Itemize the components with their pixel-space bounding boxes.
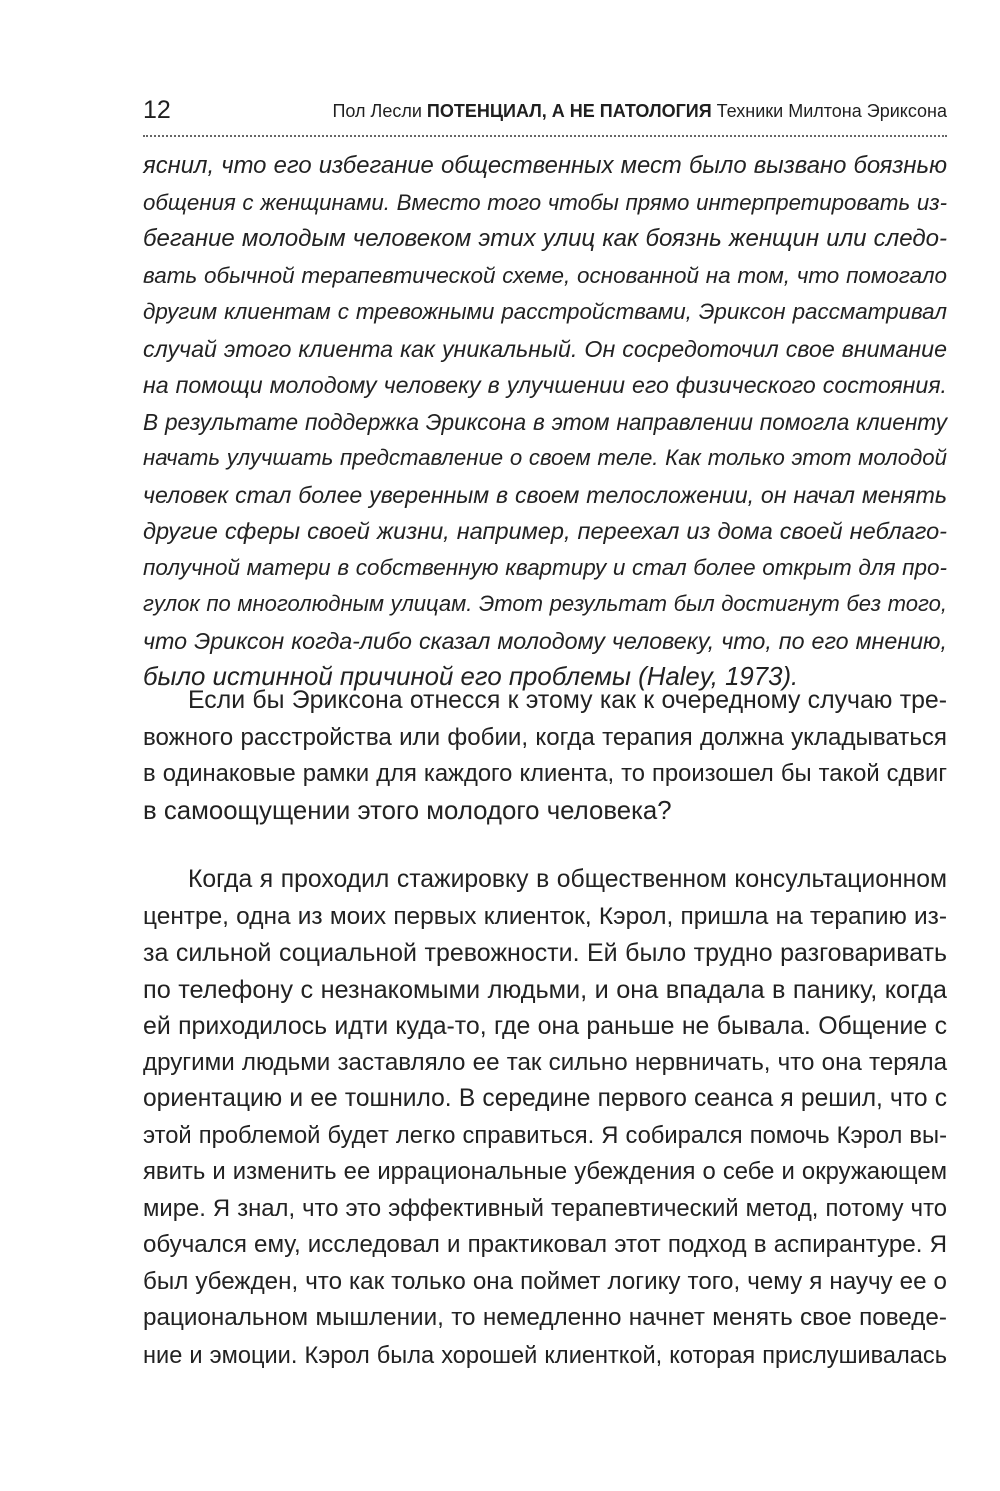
paragraph-line: на помощи молодому человеку в улучшении его физического состояния. — [143, 372, 947, 398]
paragraph-line: Если бы Эриксона отнесся к этому как к очередному случаю тре- — [188, 687, 947, 714]
paragraph-line: в одинаковые рамки для каждого клиента, то произошел бы такой сдвиг — [143, 760, 947, 787]
paragraph-line: был убежден, что как только она поймет логику того, чему я научу ее о — [143, 1267, 947, 1295]
paragraph-line: этой проблемой будет легко справиться. Я собирался помочь Кэрол вы- — [143, 1121, 947, 1149]
paragraph-line: другие сферы своей жизни, например, переехал из дома своей неблаго- — [143, 518, 947, 544]
paragraph-line: человек стал более уверенным в своем телосложении, он начал менять — [143, 481, 947, 508]
paragraph-line: другими людьми заставляло ее так сильно нервничать, что она теряла — [143, 1048, 947, 1076]
paragraph-line: явить и изменить ее иррациональные убеждения о себе и окружающем — [143, 1158, 947, 1185]
paragraph-line: за сильной социальной тревожности. Ей было трудно разговаривать — [143, 939, 947, 967]
header-author: Пол Лесли — [332, 101, 422, 121]
paragraph-line: ориентацию и ее тошнило. В середине первого сеанса я решил, что с — [143, 1085, 947, 1112]
header-dotted-divider — [143, 135, 947, 137]
header-book-title: ПОТЕНЦИАЛ, А НЕ ПАТОЛОГИЯ — [426, 101, 712, 121]
page-header — [143, 94, 947, 134]
paragraph-line: обучался ему, исследовал и практиковал этот подход в аспирантуре. Я — [143, 1231, 947, 1258]
paragraph-line: мире. Я знал, что это эффективный терапевтический метод, потому что — [143, 1194, 947, 1222]
paragraph-line: случай этого клиента как уникальный. Он сосредоточил свое внимание — [143, 335, 947, 362]
paragraph-line: было истинной причиной его проблемы (Haley, 1973). — [143, 663, 799, 691]
paragraph-line: вать обычной терапевтической схеме, основанной на том, что помогало — [143, 262, 947, 288]
paragraph-line: что Эриксон когда-либо сказал молодому человеку, что, по его мнению, — [143, 627, 947, 654]
paragraph-line: рациональном мышлении, то немедленно начнет менять свое поведе- — [143, 1304, 947, 1331]
running-title — [332, 98, 947, 124]
paragraph-line: яснил, что его избегание общественных мест было вызвано боязнью — [143, 152, 947, 179]
paragraph-line: центре, одна из моих первых клиенток, Кэрол, пришла на терапию из- — [143, 902, 947, 930]
paragraph-line: Когда я проходил стажировку в общественном консультационном — [188, 866, 947, 893]
paragraph-line: получной матери в собственную квартиру и стал более открыт для про- — [143, 554, 947, 580]
paragraph-line: начать улучшать представление о своем теле. Как только этот молодой — [143, 445, 947, 470]
paragraph-line: вожного расстройства или фобии, когда терапия должна укладываться — [143, 723, 947, 751]
question-paragraph — [143, 683, 947, 829]
paragraph-line: ей приходилось идти куда-то, где она раньше не бывала. Общение с — [143, 1012, 947, 1040]
paragraph-line: гулок по многолюдным улицам. Этот результат был достигнут без того, — [143, 591, 947, 616]
paragraph-line: ние и эмоции. Кэрол была хорошей клиенткой, которая прислушивалась — [143, 1341, 947, 1368]
paragraph-line: другим клиентам с тревожными расстройствами, Эриксон рассматривал — [143, 299, 947, 324]
header-subtitle: Техники Милтона Эриксона — [716, 101, 947, 121]
paragraph-line: по телефону с незнакомыми людьми, и она впадала в панику, когда — [143, 975, 947, 1004]
italic-case-paragraph — [143, 148, 947, 696]
paragraph-line: в самоощущении этого молодого человека? — [143, 796, 672, 825]
body-paragraph — [143, 862, 947, 1373]
paragraph-line: общения с женщинами. Вместо того чтобы прямо интерпретировать из- — [143, 189, 947, 215]
paragraph-line: В результате поддержка Эриксона в этом направлении помогла клиенту — [143, 408, 947, 435]
paragraph-line: бегание молодым человеком этих улиц как боязнь женщин или следо- — [143, 225, 947, 252]
page-number: 12 — [143, 96, 171, 124]
